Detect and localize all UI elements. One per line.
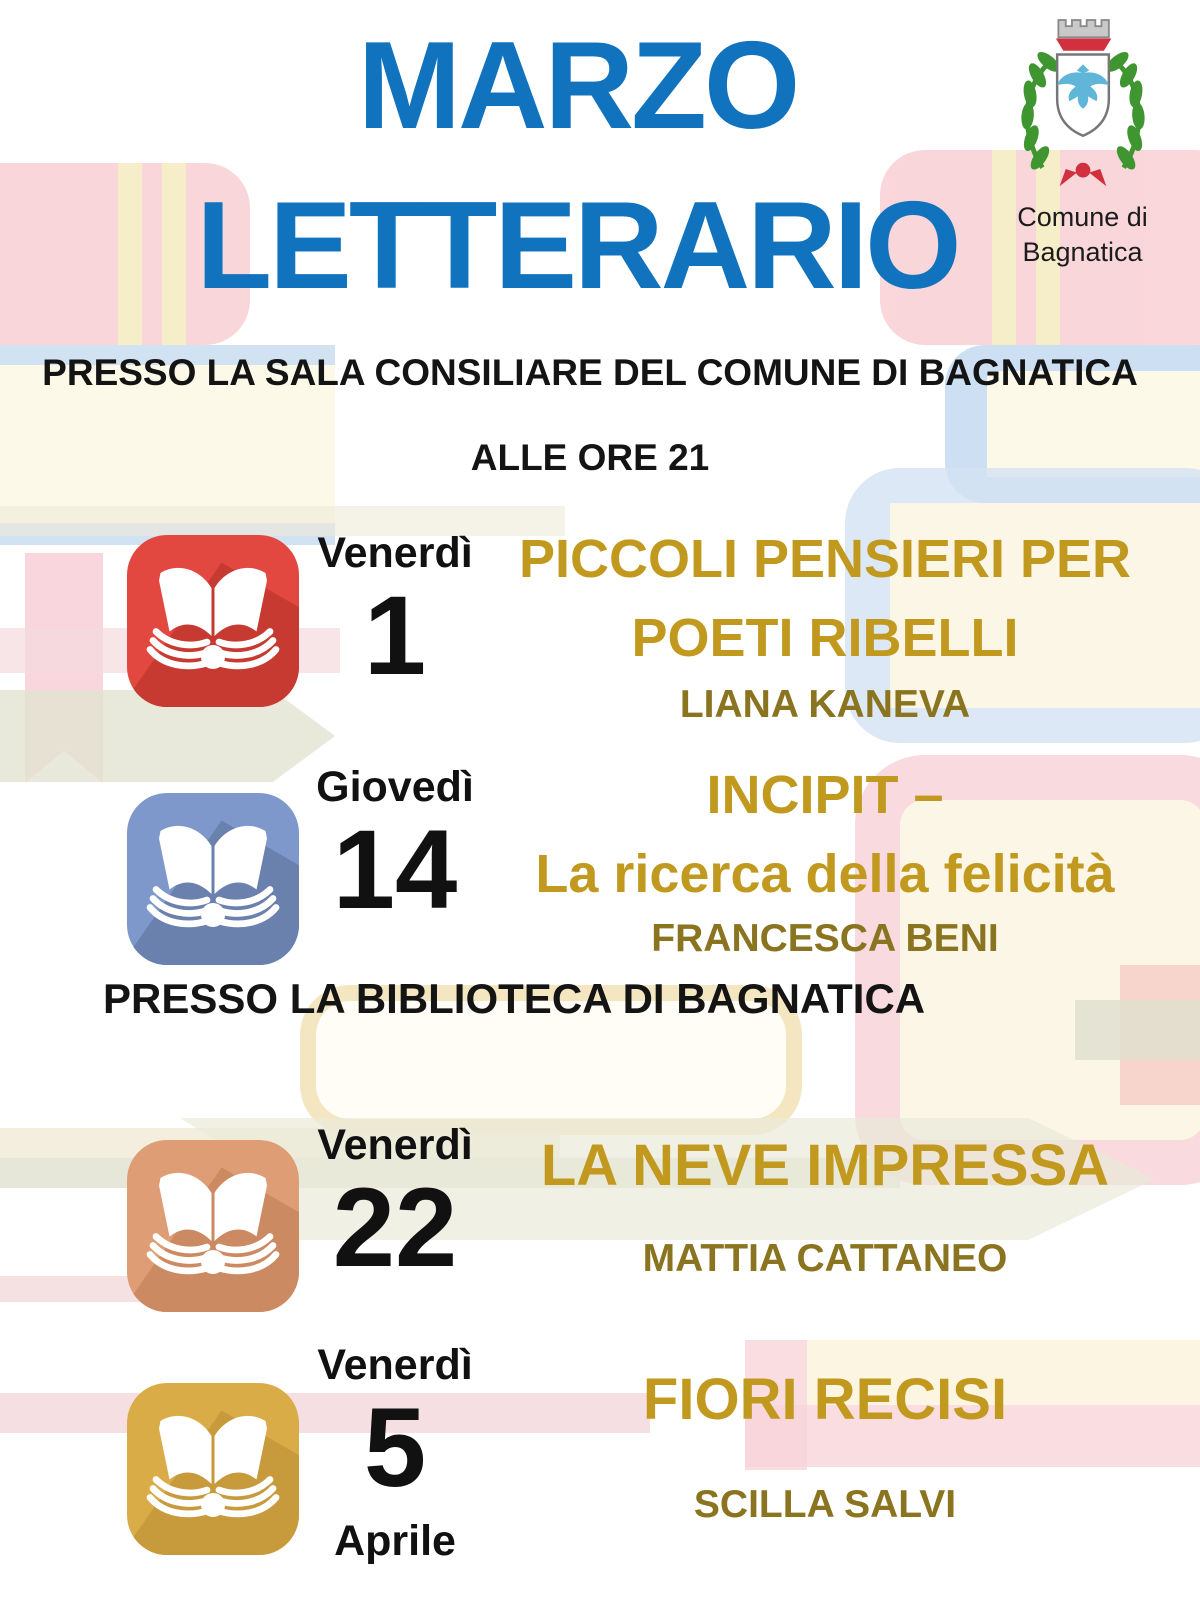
page-title-line2: LETTERARIO: [196, 177, 959, 315]
event-day-label: Giovedì: [316, 763, 474, 811]
event-day-number: 14: [332, 807, 458, 932]
event-title: [475, 756, 1175, 914]
event-date: [300, 1120, 490, 1290]
event-text: [475, 520, 1175, 728]
event-title-line: POETI RIBELLI: [631, 608, 1019, 668]
event-title: [475, 520, 1175, 678]
open-book-glyph: [138, 1154, 288, 1304]
event-date: [300, 1340, 490, 1566]
event-text: [475, 756, 1175, 962]
event-text: [475, 1360, 1175, 1528]
event-date: [300, 762, 490, 932]
open-book-icon: [127, 1383, 299, 1555]
event-author: LIANA KANEVA: [679, 683, 971, 726]
background-shape: [1075, 1000, 1200, 1060]
open-book-icon: [127, 535, 299, 707]
event-author: SCILLA SALVI: [693, 1483, 957, 1526]
event-day-label: Venerdì: [317, 1121, 473, 1169]
municipality-logo: [995, 10, 1170, 270]
page-title: [0, 6, 1155, 326]
event-title-line: INCIPIT –: [706, 765, 944, 825]
library-note: PRESSO LA BIBLIOTECA DI BAGNATICA: [103, 975, 926, 1022]
logo-caption-line1: Comune di: [1017, 202, 1148, 232]
event-day-number: 5: [363, 1385, 427, 1510]
event-day-label: Venerdì: [317, 529, 473, 577]
page-title-line1: MARZO: [357, 17, 798, 155]
event-date: [300, 528, 490, 698]
event-title-line: PICCOLI PENSIERI PER: [518, 529, 1132, 589]
event-title-line: FIORI RECISI: [642, 1367, 1008, 1432]
event-title: [475, 1126, 1175, 1206]
logo-caption-line2: Bagnatica: [1022, 237, 1143, 267]
event-title-line: LA NEVE IMPRESSA: [540, 1133, 1110, 1198]
event-text: [475, 1126, 1175, 1282]
open-book-icon: [127, 1140, 299, 1312]
open-book-glyph: [138, 1397, 288, 1547]
event-title-line: La ricerca della felicità: [535, 844, 1115, 904]
event-day-number: 1: [363, 573, 427, 698]
open-book-glyph: [138, 549, 288, 699]
event-month-label: Aprile: [334, 1517, 456, 1565]
time-line: ALLE ORE 21: [470, 437, 710, 478]
event-day-label: Venerdì: [317, 1341, 473, 1389]
venue-line: PRESSO LA SALA CONSILIARE DEL COMUNE DI BAGNATICA: [42, 352, 1138, 393]
event-title: [475, 1360, 1175, 1440]
coat-of-arms-icon: [1003, 10, 1163, 195]
event-author: MATTIA CATTANEO: [642, 1237, 1008, 1280]
event-day-number: 22: [332, 1165, 458, 1290]
event-author: FRANCESCA BENI: [651, 917, 999, 960]
open-book-icon: [127, 793, 299, 965]
open-book-glyph: [138, 807, 288, 957]
